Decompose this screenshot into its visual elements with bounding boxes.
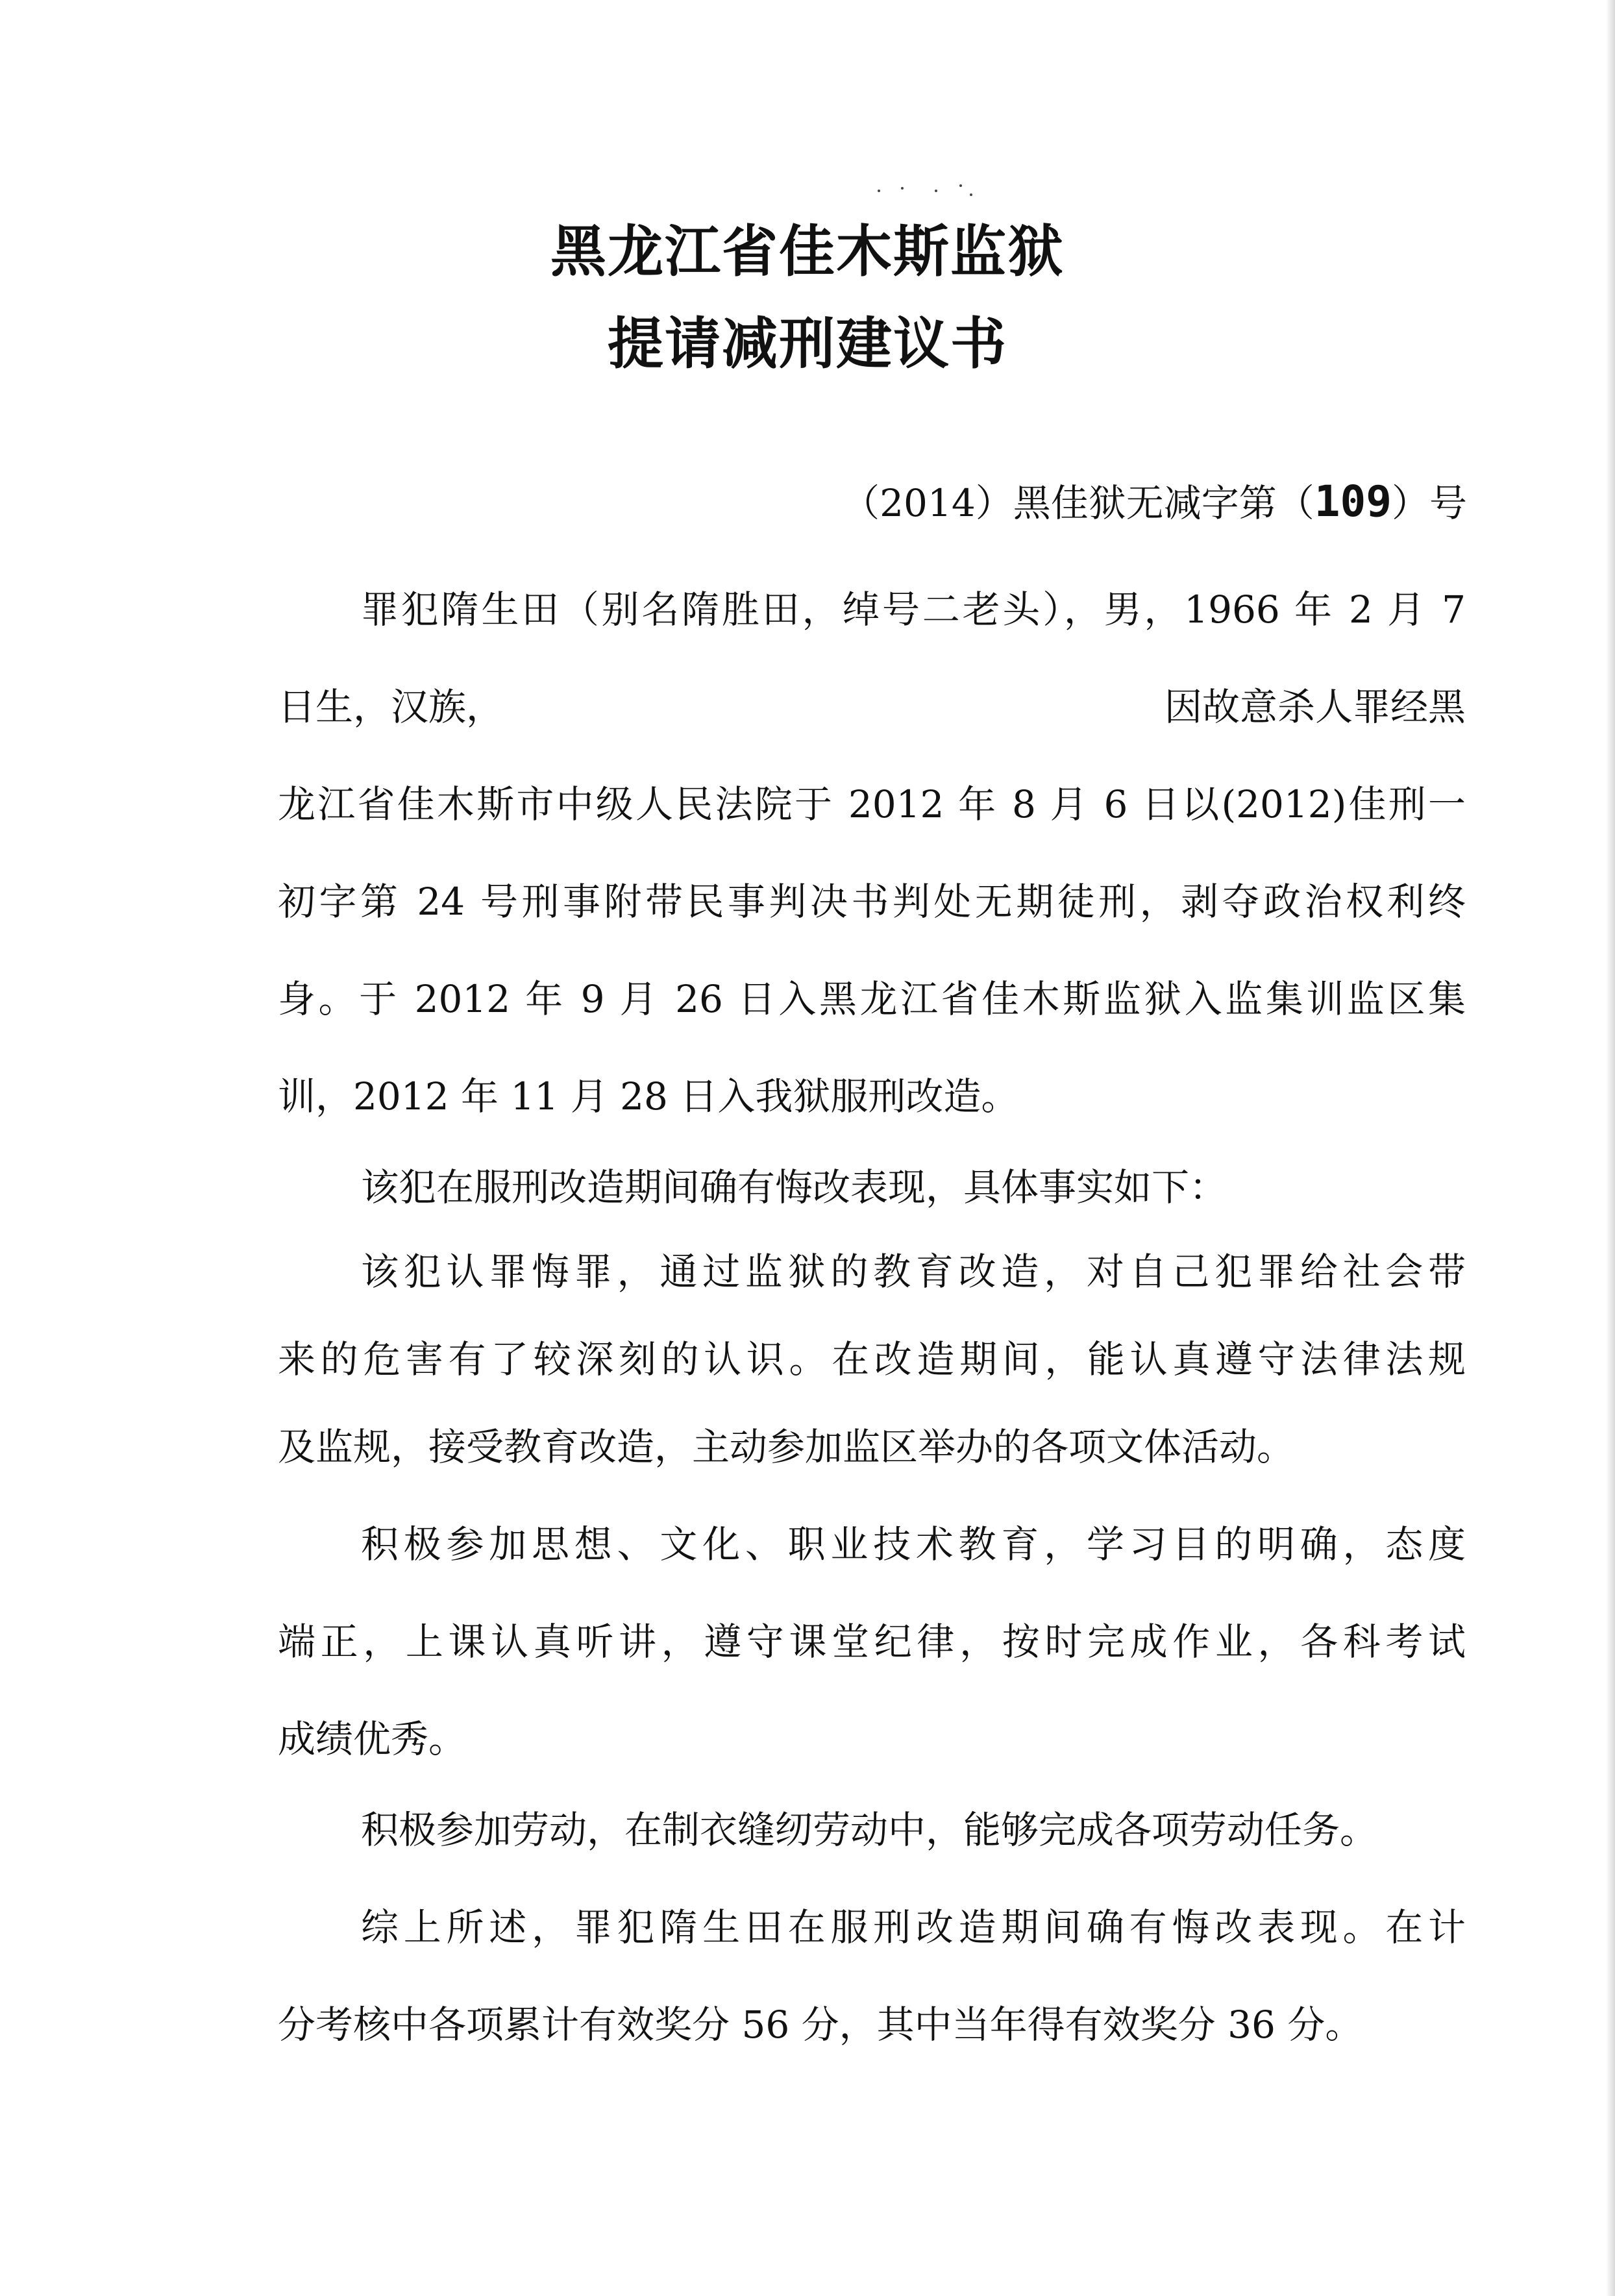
- body-line: 日生，汉族，: [278, 685, 504, 729]
- body-line: 罪犯隋生田（别名隋胜田，绰号二老头），男，1966 年 2 月 7: [361, 587, 1466, 632]
- body-line: 端正，上课认真听讲，遵守课堂纪律，按时完成作业，各科考试: [278, 1620, 1466, 1664]
- scan-speck: [959, 184, 962, 187]
- body-line: 来的危害有了较深刻的认识。在改造期间，能认真遵守法律法规: [278, 1337, 1466, 1381]
- document-number: [842, 473, 1467, 527]
- document-number-handwritten: 109: [1314, 476, 1392, 526]
- scan-speck: [878, 190, 880, 192]
- document-title-line2: 提请减刑建议书: [608, 312, 1007, 376]
- body-line: 初字第 24 号刑事附带民事判决书判处无期徒刑，剥夺政治权利终: [278, 880, 1466, 924]
- body-line: 综上所述，罪犯隋生田在服刑改造期间确有悔改表现。在计: [361, 1905, 1466, 1949]
- body-line: 身。于 2012 年 9 月 26 日入黑龙江省佳木斯监狱入监集训监区集: [278, 977, 1466, 1021]
- body-line: 该犯认罪悔罪，通过监狱的教育改造，对自己犯罪给社会带: [361, 1250, 1466, 1294]
- scan-speck: [901, 187, 904, 190]
- scan-speck: [970, 193, 972, 196]
- body-line: 该犯在服刑改造期间确有悔改表现，具体事实如下：: [361, 1165, 1227, 1209]
- scan-speck: [935, 190, 937, 192]
- body-line: 成绩优秀。: [278, 1717, 467, 1761]
- body-line: 因故意杀人罪经黑: [1164, 685, 1466, 729]
- body-line: 训，2012 年 11 月 28 日入我狱服刑改造。: [278, 1074, 1019, 1118]
- document-title-line1: 黑龙江省佳木斯监狱: [550, 219, 1065, 284]
- body-line: 及监规，接受教育改造，主动参加监区举办的各项文体活动。: [278, 1425, 1295, 1469]
- body-line: 积极参加劳动，在制衣缝纫劳动中，能够完成各项劳动任务。: [361, 1808, 1378, 1852]
- document-number-prefix: （2014）黑佳狱无减字第（: [842, 481, 1314, 525]
- body-line: 龙江省佳木斯市中级人民法院于 2012 年 8 月 6 日以(2012)佳刑一: [278, 782, 1466, 826]
- body-line: 分考核中各项累计有效奖分 56 分，其中当年得有效奖分 36 分。: [278, 2003, 1363, 2047]
- document-number-suffix: ）号: [1391, 481, 1467, 525]
- body-line: 积极参加思想、文化、职业技术教育，学习目的明确，态度: [361, 1522, 1466, 1566]
